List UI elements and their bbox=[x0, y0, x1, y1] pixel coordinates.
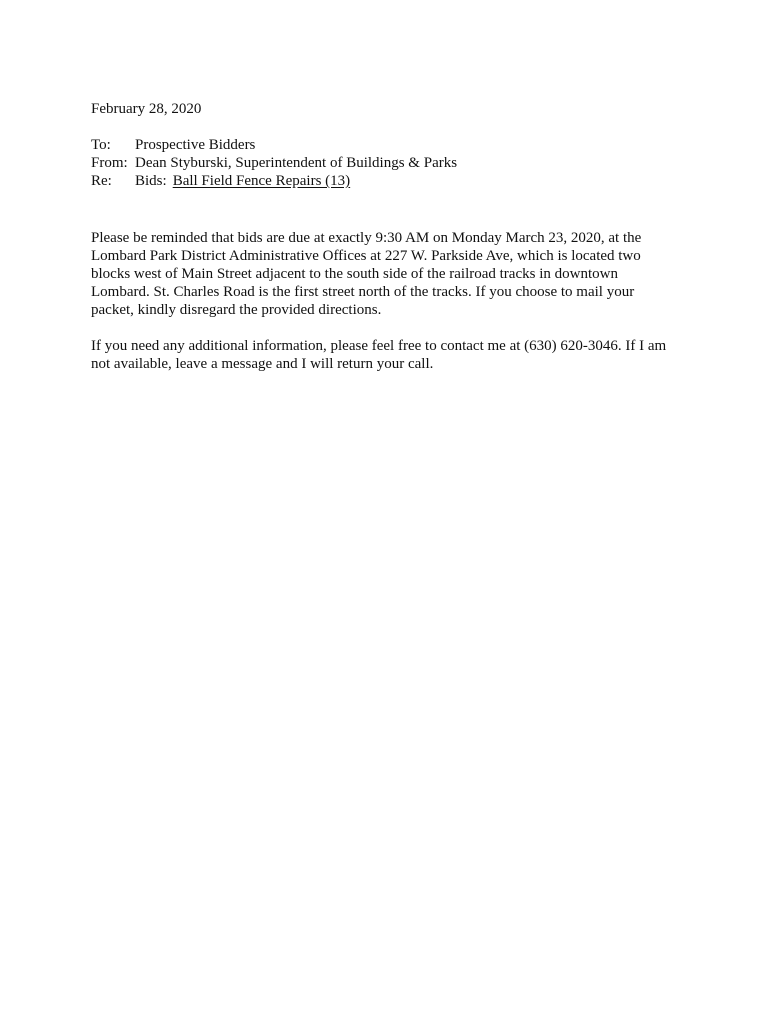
memo-from-row bbox=[91, 154, 691, 172]
re-subject: Ball Field Fence Repairs (13) bbox=[172, 173, 351, 189]
letter-body bbox=[91, 100, 691, 373]
re-label: Re: bbox=[91, 173, 112, 189]
memo-re-row bbox=[91, 172, 691, 190]
memo-header bbox=[91, 136, 691, 190]
letter-date: February 28, 2020 bbox=[91, 101, 202, 117]
paragraph-bid-deadline: Please be reminded that bids are due at exactly 9:30 AM on Monday March 23, 2020, at the Lombard Park District Administrative Offices at 227 W. Parkside Ave, which is located two blocks west of Main Street adjacent to the south side of the railroad tracks in downtown Lombard. St. Charles Road is the first street north of the tracks. If you choose to mail your packet, kindly disregard the provided directions. bbox=[91, 230, 642, 318]
from-label: From: bbox=[91, 155, 128, 171]
to-value: Prospective Bidders bbox=[135, 137, 256, 153]
re-prefix: Bids: bbox=[135, 173, 167, 189]
from-value: Dean Styburski, Superintendent of Buildings & Parks bbox=[135, 155, 458, 171]
re-value bbox=[135, 172, 691, 190]
to-label: To: bbox=[91, 137, 111, 153]
paragraph-contact-info: If you need any additional information, please feel free to contact me at (630) 620-3046. If I am not available, leave a message and I will return your call. bbox=[91, 338, 667, 372]
memo-to-row bbox=[91, 136, 691, 154]
